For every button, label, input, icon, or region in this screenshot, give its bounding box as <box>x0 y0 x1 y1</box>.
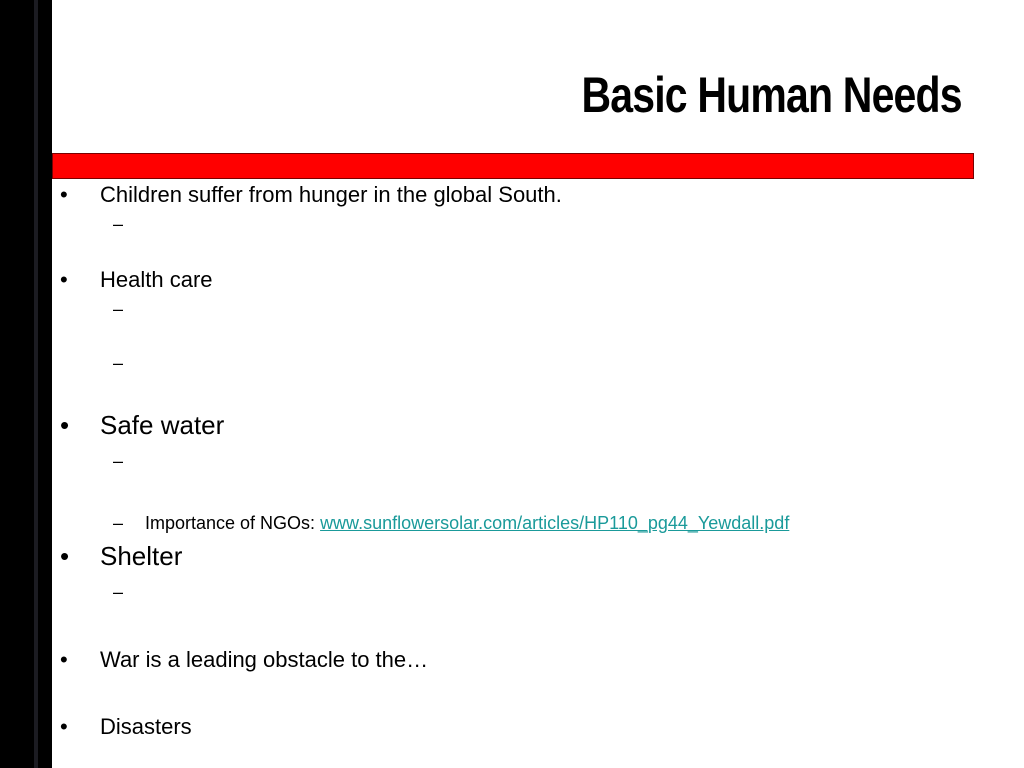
sub-item-empty <box>113 298 123 320</box>
ngo-label: Importance of NGOs: <box>145 513 321 533</box>
bullet-marker: • <box>60 714 68 739</box>
ngo-article-link[interactable]: www.sunflowersolar.com/articles/HP110_pg44_Yewdall.pdf <box>320 513 790 533</box>
sub-item-ngos <box>113 512 790 534</box>
sub-item-empty <box>113 450 123 472</box>
bullet-hunger <box>60 182 562 208</box>
bullet-disasters <box>60 714 192 740</box>
title-underline-bar <box>52 153 974 179</box>
bullet-marker: • <box>60 410 70 440</box>
bullet-marker: • <box>60 267 68 292</box>
slide-title: Basic Human Needs <box>581 67 962 123</box>
bullet-marker: • <box>60 647 68 672</box>
dash-marker: – <box>113 214 124 234</box>
dash-marker: – <box>113 582 124 602</box>
dash-marker: – <box>113 451 124 471</box>
left-decorative-bar <box>0 0 52 768</box>
bullet-health-care <box>60 267 213 293</box>
sub-item-empty <box>113 352 123 374</box>
bullet-shelter <box>60 541 183 571</box>
left-decorative-stripe <box>34 0 38 768</box>
dash-marker: – <box>113 299 124 319</box>
dash-marker: – <box>113 513 124 533</box>
bullet-safe-water <box>60 410 225 440</box>
bullet-text: Safe water <box>100 410 225 440</box>
bullet-text: Disasters <box>100 714 192 739</box>
sub-item-empty <box>113 213 123 235</box>
bullet-text: War is a leading obstacle to the… <box>100 647 429 672</box>
bullet-text: Children suffer from hunger in the global South. <box>100 182 562 207</box>
sub-item-empty <box>113 581 123 603</box>
bullet-text: Shelter <box>100 541 183 571</box>
ngo-text <box>145 512 789 534</box>
bullet-marker: • <box>60 541 70 571</box>
bullet-war <box>60 647 429 673</box>
dash-marker: – <box>113 353 124 373</box>
bullet-text: Health care <box>100 267 213 292</box>
bullet-marker: • <box>60 182 68 207</box>
